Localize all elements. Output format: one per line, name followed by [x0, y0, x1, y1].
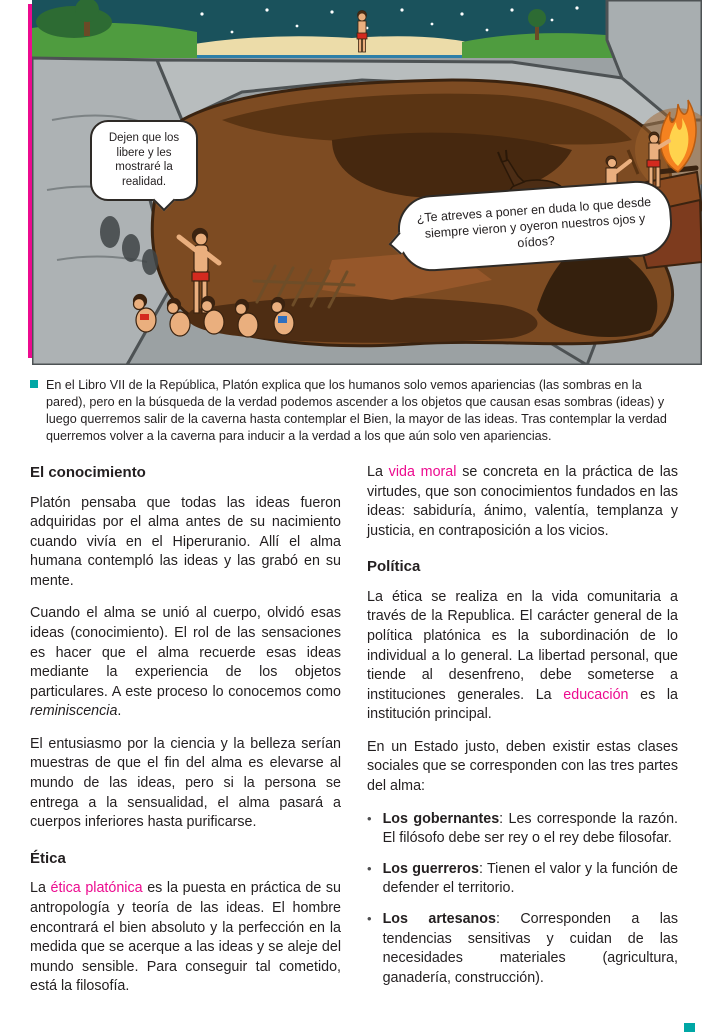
left-column [30, 463, 341, 1010]
caption-square-bullet [30, 380, 38, 388]
list-item-text [383, 810, 678, 849]
list-item-artesanos [367, 910, 678, 988]
text-run-italic: reminiscencia [30, 703, 118, 720]
text-run: es la puesta en práctica de su antropología y teoría de las ideas. El hombre encontrará el bien absoluto y la perfección en la medida que se acerque a las ideas y se aleje del mundo sensible. Para conseguir tal cometido, está la filosofía. [30, 880, 341, 995]
text-run: : Les corresponde la razón. El filósofo debe ser rey o el rey debe filosofar. [382, 810, 678, 847]
right-column [367, 463, 678, 1010]
speech-bubble-liberator [90, 120, 198, 201]
body-columns [30, 463, 678, 1010]
term-guerreros: Los guerreros [382, 860, 479, 877]
social-classes-list [367, 810, 678, 989]
paragraph-politica [367, 588, 678, 725]
speech-bubble-liberator-text: Dejen que los libere y les mostraré la realidad. [108, 132, 180, 189]
text-run: Cuando el alma se unió al cuerpo, olvidó esas ideas (conocimiento). El rol de las sensaciones es hacer que el alma recuerde esas ideas mediante la experiencia de los objetos particulares. A este proceso lo conocemos como [30, 605, 341, 700]
text-run: es la institución principal. [367, 686, 679, 723]
bullet-dot-icon: • [367, 810, 372, 826]
list-item-guerreros [367, 860, 678, 899]
keyword-educacion: educación [563, 686, 629, 703]
list-item-text [383, 860, 678, 899]
paragraph-conocimiento-1: Platón pensaba que todas las ideas fueron adquiridas por el alma antes de su nacimiento cuando vivía en el Hiperuranio. Allí el alma humana contempló las ideas y las grabó en su mente. [30, 494, 341, 589]
term-gobernantes: Los gobernantes [382, 810, 500, 827]
caption-text: En el Libro VII de la República, Platón explica que los humanos solo vemos apariencias (las sombras en la pared), pero en la búsqueda de la verdad podemos ascender a los objetos que causan esas sombras (ideas) y luego querremos salir de la caverna hasta contemplar el Bien, la mayor de las ideas. Tras contemplar la verdad querremos volver a la caverna para inducir a la verdad a los que aún solo ven apariencias. [46, 378, 667, 443]
heading-politica: Política [367, 558, 421, 576]
figure-caption [30, 377, 674, 445]
paragraph-etica [30, 879, 341, 996]
heading-el-conocimiento: El conocimiento [30, 464, 146, 481]
keyword-etica-platonica: ética platónica [50, 880, 143, 897]
paragraph-conocimiento-2 [30, 604, 341, 721]
speech-bubble-doubter-text: ¿Te atreves a poner en duda lo que desde siempre vieron y oyeron nuestros ojos y oídos? [416, 194, 652, 251]
cave-illustration [32, 0, 702, 365]
text-run: se concreta en la práctica de las virtudes, que son conocimientos fundados en las ideas: sabiduría, ánimo, valentía, templanza y justicia, en contraposición a los vicios. [367, 464, 678, 539]
paragraph-conocimiento-3: El entusiasmo por la ciencia y la belleza serían muestras de que el fin del alma es elevarse al mundo de las ideas, pero si la persona se entrega a la sensualidad, el alma pasará a cuerpos inferiores hasta purificarse. [30, 735, 341, 831]
text-run: La [367, 464, 389, 480]
text-run: : Corresponden a las tendencias sensitivas y cuidan de las necesidades materiales (agricultura, ganadería, construcción). [382, 910, 678, 986]
paragraph-vida-moral [367, 463, 678, 541]
keyword-vida-moral: vida moral [388, 464, 457, 480]
bullet-dot-icon: • [367, 910, 372, 926]
list-item-text [383, 910, 678, 988]
text-run: : Tienen el valor y la función de defender el territorio. [382, 860, 678, 897]
term-artesanos: Los artesanos [382, 910, 496, 927]
text-run: La [30, 880, 51, 897]
text-run: La ética se realiza en la vida comunitaria a través de la Republica. El carácter general de la política platónica es la subordinación de lo individual a lo general. La libertad personal, que tiende al desenfreno, debe someterse a instituciones generales. La [367, 588, 678, 703]
text-run: . [117, 703, 122, 720]
paragraph-estado-justo: En un Estado justo, deben existir estas clases sociales que se corresponden con las tres partes del alma: [367, 738, 678, 795]
heading-etica: Ética [30, 849, 66, 867]
bullet-dot-icon: • [367, 860, 372, 876]
page-corner-mark [684, 1023, 695, 1032]
list-item-gobernantes [367, 810, 678, 849]
